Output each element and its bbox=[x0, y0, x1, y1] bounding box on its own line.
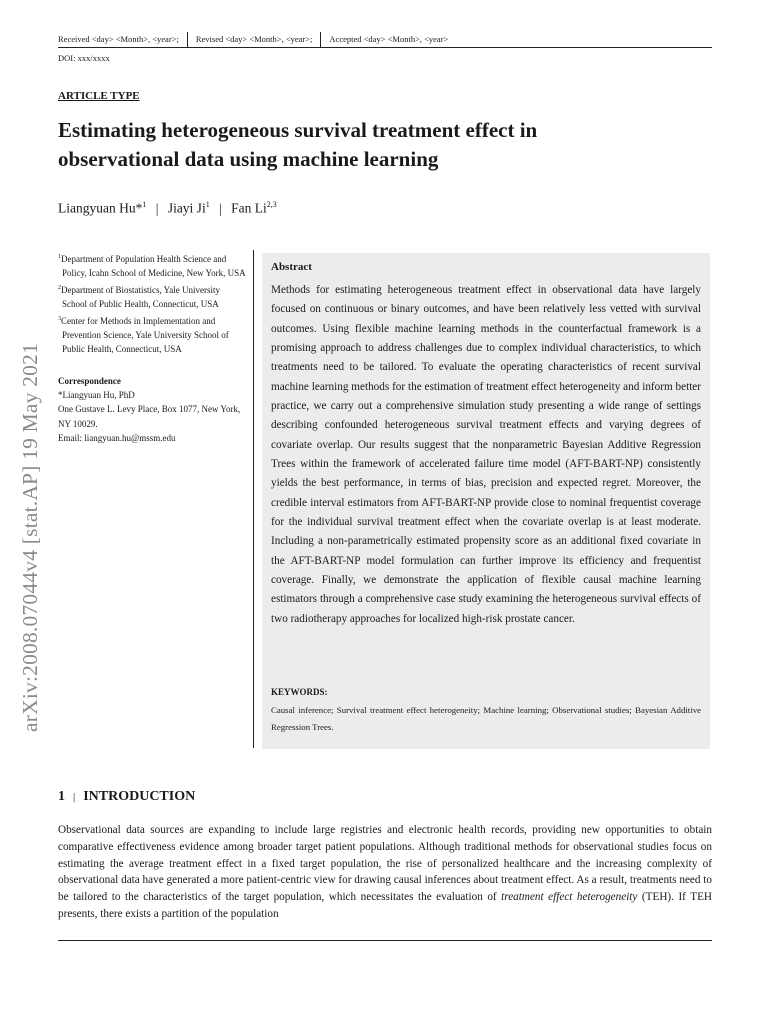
meta-divider bbox=[187, 32, 188, 47]
keywords-text: Causal inference; Survival treatment effect heterogeneity; Machine learning; Observational studies; Bayesian Additive Regression Trees. bbox=[271, 705, 701, 732]
column-divider bbox=[253, 250, 254, 748]
intro-paragraph bbox=[58, 822, 712, 923]
affiliation-text: Department of Biostatistics, Yale University School of Public Health, Connecticut, USA bbox=[61, 284, 220, 310]
author-separator: | bbox=[155, 200, 159, 216]
header-rule bbox=[58, 47, 712, 48]
author-name: Liangyuan Hu* bbox=[58, 200, 143, 216]
correspondence bbox=[58, 374, 246, 445]
paper-title bbox=[58, 116, 698, 174]
intro-emphasis: treatment effect heterogeneity bbox=[501, 891, 638, 903]
title-line-2: observational data using machine learning bbox=[58, 147, 439, 171]
abstract-title: Abstract bbox=[271, 261, 312, 273]
section-separator: | bbox=[73, 791, 76, 803]
affiliation bbox=[58, 250, 246, 281]
section-heading bbox=[58, 789, 195, 805]
correspondence-name: *Liangyuan Hu, PhD bbox=[58, 390, 135, 401]
author-name: Fan Li bbox=[231, 200, 267, 216]
author-affil: 1 bbox=[142, 200, 147, 209]
intro-text-end: (TEH). If TEH presents, there exists a partition of the population bbox=[58, 891, 712, 920]
affiliation-number: 3 bbox=[58, 315, 61, 322]
author-affil: 2,3 bbox=[266, 200, 277, 209]
affiliation-number: 1 bbox=[58, 254, 61, 260]
accepted-date: Accepted <day> <Month>, <year> bbox=[329, 34, 449, 44]
revised-date: Revised <day> <Month>, <year>; bbox=[195, 34, 313, 44]
doi: DOI: xxx/xxxx bbox=[58, 53, 110, 63]
section-title: INTRODUCTION bbox=[83, 789, 196, 804]
affiliations bbox=[58, 250, 246, 357]
title-line-1: Estimating heterogeneous survival treatment effect in bbox=[58, 118, 538, 142]
affiliation bbox=[58, 312, 246, 357]
author-name: Jiayi Ji bbox=[167, 200, 206, 216]
intro-text: Observational data sources are expanding to include large registries and electronic health records, providing new opportunities to obtain comparative effectiveness evidence among broader target patient populations. Although traditional methods for observational studies focus on estimating the average treatment effect in a fixed target population, the rise of personalized healthcare and the increasing complexity of observational data have generated a more patient-centric view for drawing causal inferences about treatment effect. As a result, treatments need to be tailored to the characteristics of the target population, which necessitates the evaluation of bbox=[58, 824, 712, 903]
footer-rule bbox=[58, 940, 712, 941]
author-list bbox=[58, 200, 277, 217]
affiliation bbox=[58, 281, 246, 312]
section-number: 1 bbox=[58, 789, 65, 804]
correspondence-email: Email: liangyuan.hu@mssm.edu bbox=[58, 432, 176, 443]
abstract-text: Methods for estimating heterogeneous treatment effect in observational data have largely focused on continuous or binary outcomes, and have been relatively less vetted with survival outcomes. Using flexible machine learning methods in the counterfactual framework is a promising approach to address challenges due to complex individual characteristics, to which treatments need to be tailored. To evaluate the operating characteristics of recent survival machine learning methods for the estimation of treatment effect heterogeneity and inform better practice, we carry out a comprehensive simulation study presenting a wide range of settings describing confounded heterogeneous survival treatment effects and varying degrees of covariate overlap. Our results suggest that the nonparametric Bayesian Additive Regression Trees within the framework of accelerated failure time model (AFT-BART-NP) consistently yields the best performance, in terms of bias, precision and expected regret. Moreover, the credible interval estimators from AFT-BART-NP provide close to nominal frequentist coverage for the individual survival treatment effect when the covariate overlap is at least moderate. Including a non-parametrically estimated propensity score as an additional fixed covariate in the AFT-BART-NP model formulation can further improve its efficiency and frequentist coverage. Finally, we demonstrate the application of flexible causal machine learning estimators through a comprehensive case study examining the heterogeneous survival effects of two radiotherapy approaches for localized high-risk prostate cancer. bbox=[271, 284, 701, 625]
affiliation-text: Department of Population Health Science and Policy, Icahn School of Medicine, New York, USA bbox=[61, 254, 246, 279]
received-date: Received <day> <Month>, <year>; bbox=[58, 34, 179, 44]
author-separator: | bbox=[219, 200, 222, 216]
submission-dates bbox=[58, 31, 712, 47]
correspondence-address: One Gustave L. Levy Place, Box 1077, New York, NY 10029. bbox=[58, 404, 241, 429]
arxiv-stamp: arXiv:2008.07044v4 [stat.AP] 19 May 2021 bbox=[18, 343, 42, 732]
author-affil: 1 bbox=[205, 200, 210, 209]
keywords-title: KEYWORDS: bbox=[271, 687, 328, 697]
affiliation-number: 2 bbox=[58, 284, 61, 291]
meta-divider bbox=[320, 32, 321, 47]
correspondence-title: Correspondence bbox=[58, 376, 121, 386]
article-type: ARTICLE TYPE bbox=[58, 90, 140, 102]
affiliation-text: Center for Methods in Implementation and Prevention Science, Yale University School of Public Health, Connecticut, USA bbox=[61, 315, 229, 355]
